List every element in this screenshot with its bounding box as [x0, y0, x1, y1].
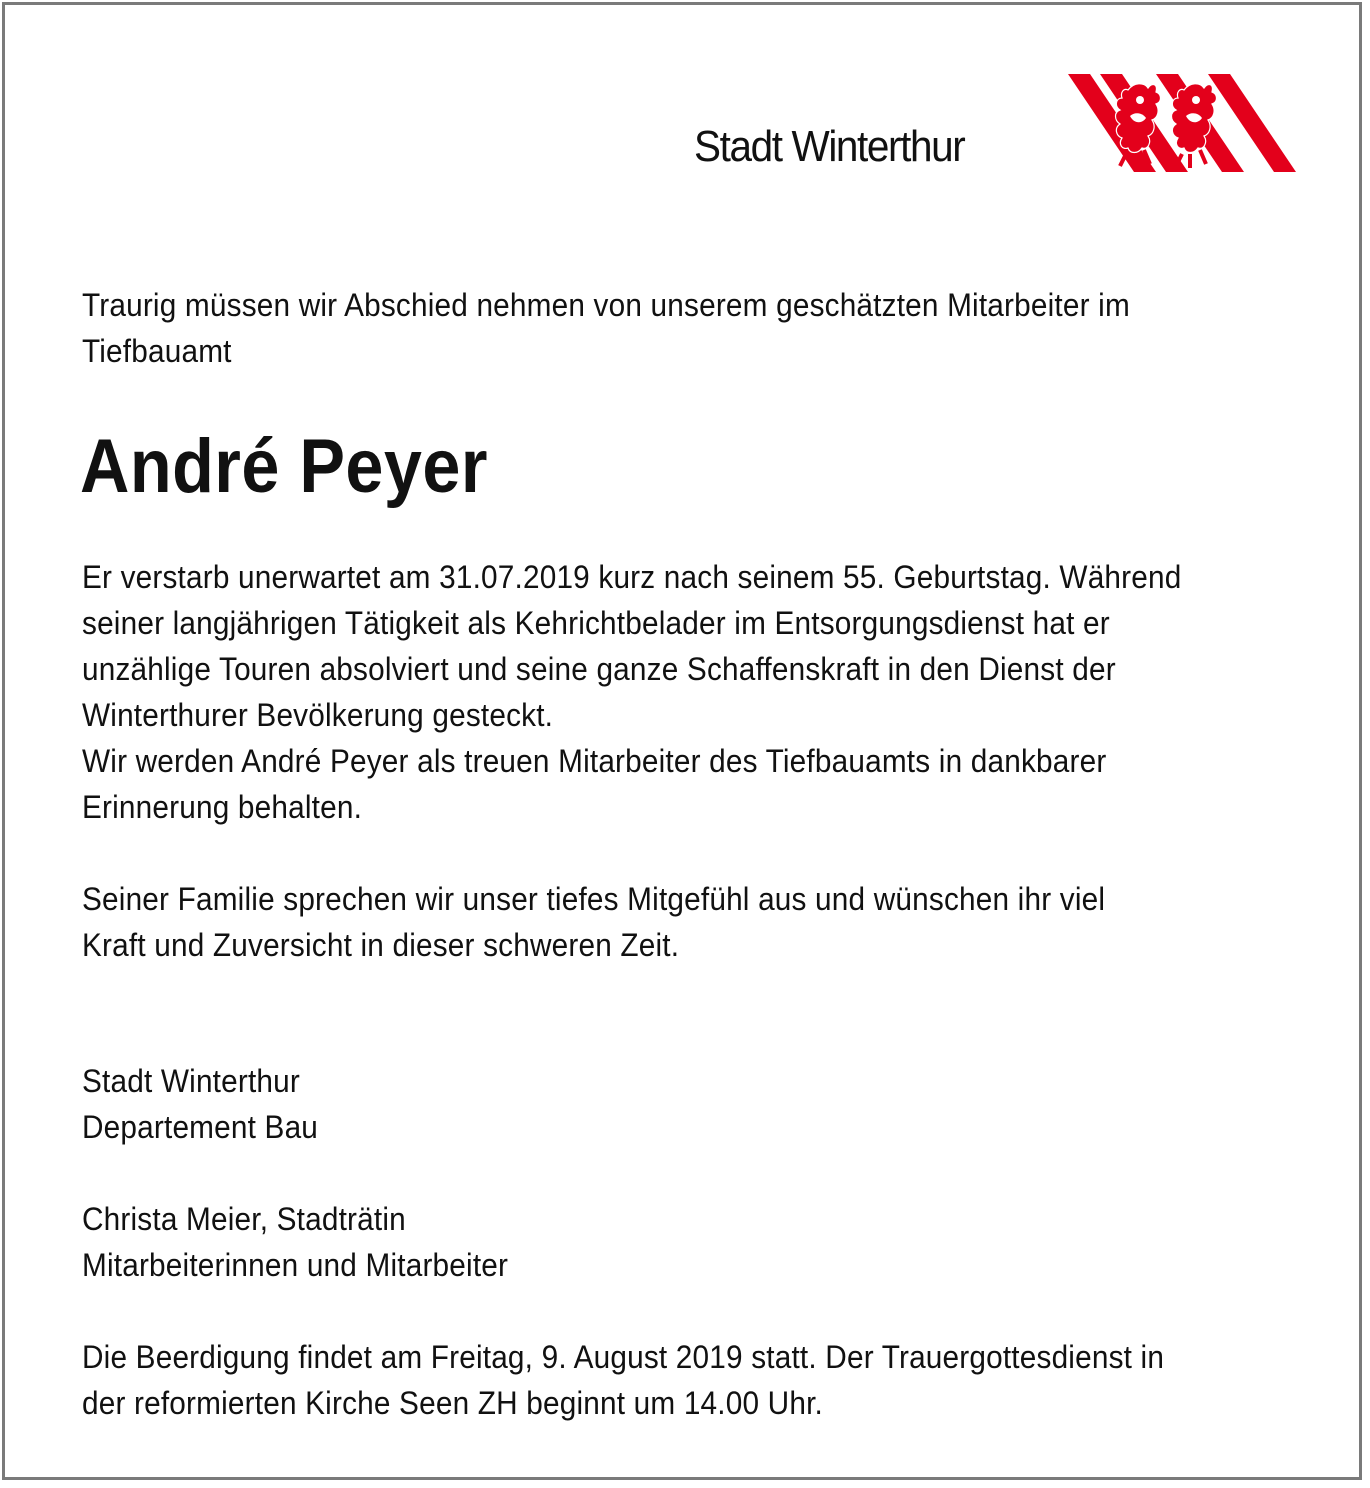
condolence-line: Seiner Familie sprechen wir unser tiefes Mitgefühl aus und wünschen ihr viel — [82, 881, 1106, 917]
funeral-info — [82, 1334, 1164, 1426]
city-logo — [690, 64, 1300, 180]
signature-line: Mitarbeiterinnen und Mitarbeiter — [82, 1247, 509, 1283]
signature-line: Departement Bau — [82, 1109, 319, 1145]
body-line: Winterthurer Bevölkerung gesteckt. — [82, 697, 554, 733]
signature-organization — [82, 1058, 318, 1150]
condolence-line: Kraft und Zuversicht in dieser schweren Zeit. — [82, 927, 680, 963]
body-line: seiner langjährigen Tätigkeit als Kehrichtbelader im Entsorgungsdienst hat er — [82, 605, 1110, 641]
body-line: Wir werden André Peyer als treuen Mitarbeiter des Tiefbauamts in dankbarer — [82, 743, 1107, 779]
signature-line: Christa Meier, Stadträtin — [82, 1201, 406, 1237]
funeral-line: Die Beerdigung findet am Freitag, 9. August 2019 statt. Der Trauergottesdienst in — [82, 1339, 1165, 1375]
city-logo-text: Stadt Winterthur — [694, 122, 965, 171]
funeral-line: der reformierten Kirche Seen ZH beginnt um 14.00 Uhr. — [82, 1385, 824, 1421]
intro-line: Tiefbauamt — [82, 333, 232, 369]
intro-line: Traurig müssen wir Abschied nehmen von unserem geschätzten Mitarbeiter im — [82, 287, 1130, 323]
body-line: Er verstarb unerwartet am 31.07.2019 kurz nach seinem 55. Geburtstag. Während — [82, 559, 1182, 595]
body-line: Erinnerung behalten. — [82, 789, 363, 825]
deceased-name: André Peyer — [80, 424, 488, 509]
body-line: unzählige Touren absolviert und seine ganze Schaffenskraft in den Dienst der — [82, 651, 1116, 687]
signature-people — [82, 1196, 508, 1288]
winterthur-coat-of-arms-icon — [1068, 68, 1296, 176]
intro-paragraph — [82, 282, 1130, 374]
body-paragraph — [82, 554, 1181, 830]
condolence-paragraph — [82, 876, 1105, 968]
signature-line: Stadt Winterthur — [82, 1063, 300, 1099]
